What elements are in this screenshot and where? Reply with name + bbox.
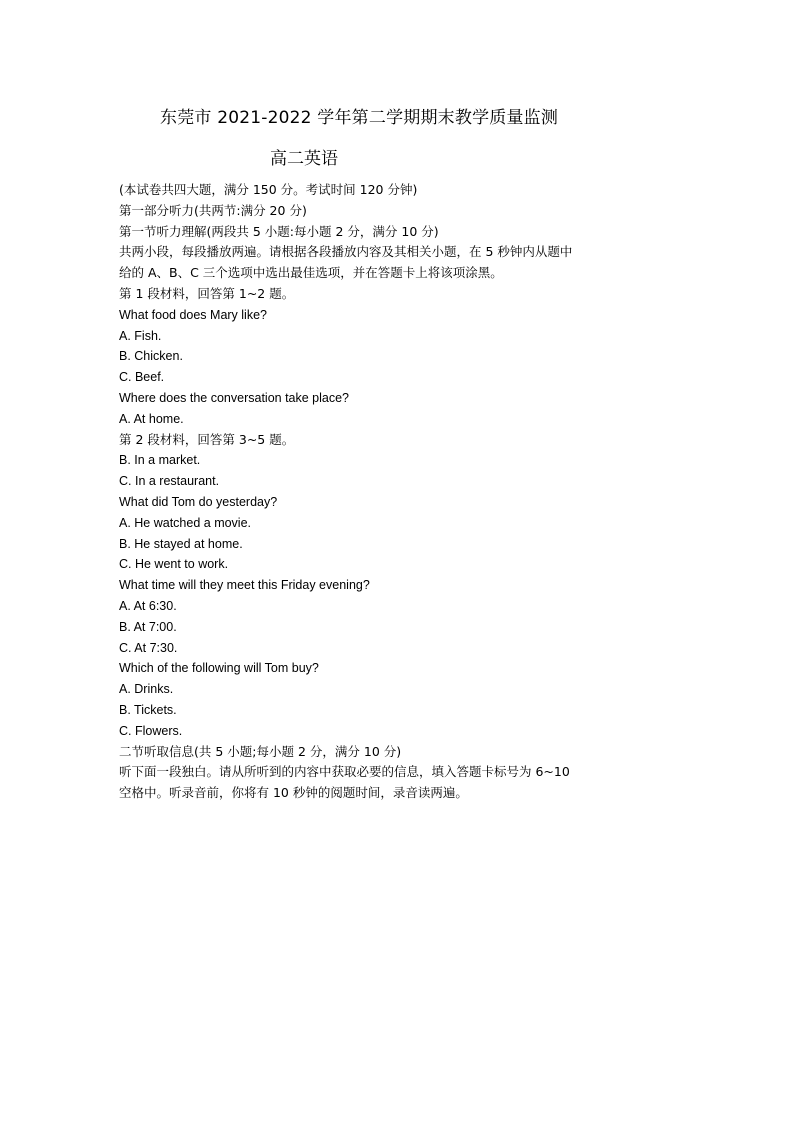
option-line: A. Fish. — [119, 328, 162, 343]
subsection-heading: 二节听取信息(共 5 小题;每小题 2 分，满分 10 分) — [119, 743, 402, 759]
section-heading: 第一部分听力(共两节:满分 20 分) — [119, 202, 307, 218]
instruction-line: 共两小段，每段播放两遍。请根据各段播放内容及其相关小题，在 5 秒钟内从题中 — [119, 244, 573, 260]
option-line: A. Drinks. — [119, 682, 174, 697]
document-title: 东莞市 2021-2022 学年第二学期期末教学质量监测 — [160, 108, 559, 128]
instruction-line: 空格中。听录音前，你将有 10 秒钟的阅题时间，录音读两遍。 — [119, 785, 468, 801]
material-heading: 第 1 段材料，回答第 1~2 题。 — [119, 285, 295, 301]
question-line: Where does the conversation take place? — [119, 390, 349, 405]
question-line: Which of the following will Tom buy? — [119, 661, 319, 676]
option-line: B. Chicken. — [119, 349, 183, 364]
question-line: What time will they meet this Friday evening? — [119, 578, 370, 593]
option-line: B. Tickets. — [119, 702, 177, 717]
exam-info-line: (本试卷共四大题，满分 150 分。考试时间 120 分钟) — [119, 182, 418, 197]
option-line: A. At 6:30. — [119, 598, 177, 613]
material-heading: 第 2 段材料，回答第 3~5 题。 — [119, 431, 295, 447]
option-line: C. In a restaurant. — [119, 474, 220, 489]
document-body — [119, 180, 659, 804]
instruction-line: 给的 A、B、C 三个选项中选出最佳选项，并在答题卡上将该项涂黑。 — [119, 265, 503, 281]
option-line: A. At home. — [119, 411, 184, 426]
option-line: C. Flowers. — [119, 723, 183, 738]
option-line: C. Beef. — [119, 370, 165, 385]
option-line: B. He stayed at home. — [119, 536, 243, 551]
option-line: A. He watched a movie. — [119, 515, 252, 530]
option-line: B. At 7:00. — [119, 619, 177, 634]
instruction-line: 听下面一段独白。请从所听到的内容中获取必要的信息，填入答题卡标号为 6~10 — [119, 764, 570, 780]
question-line: What did Tom do yesterday? — [119, 494, 278, 509]
option-line: B. In a market. — [119, 453, 201, 468]
document-subtitle: 高二英语 — [270, 149, 338, 169]
subsection-heading: 第一节听力理解(两段共 5 小题:每小题 2 分，满分 10 分) — [119, 223, 439, 239]
question-line: What food does Mary like? — [119, 307, 267, 322]
option-line: C. At 7:30. — [119, 640, 178, 655]
option-line: C. He went to work. — [119, 557, 229, 572]
